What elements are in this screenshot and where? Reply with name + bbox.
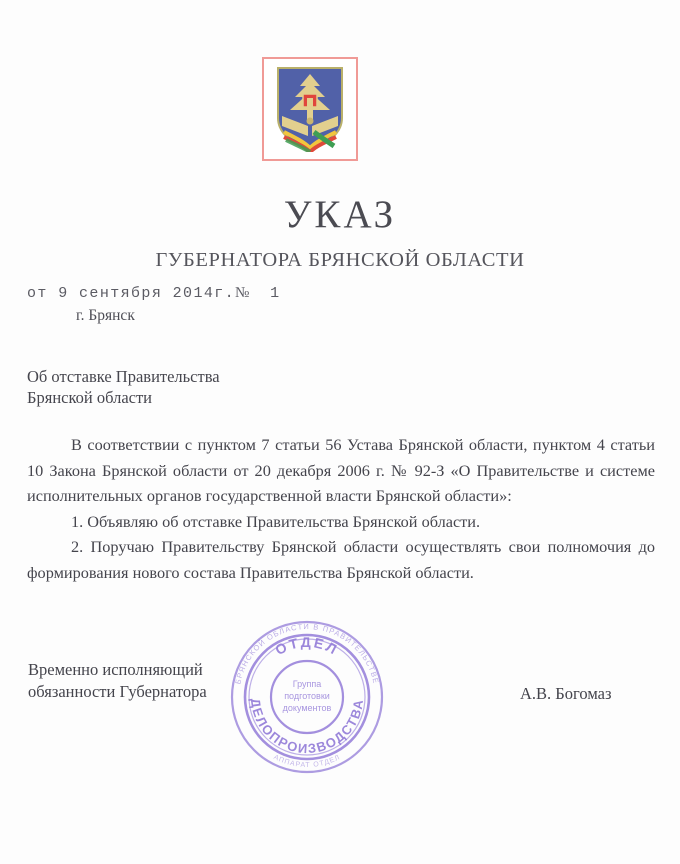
official-stamp (227, 617, 387, 777)
subject-block (27, 366, 220, 408)
date-number-line (27, 285, 281, 302)
coat-of-arms-icon (274, 66, 346, 152)
date-value: 9 сентября 2014г. (58, 285, 236, 302)
stamp-center-line-2: подготовки (284, 691, 330, 701)
signature-title (28, 659, 207, 703)
date-prefix: от (27, 285, 48, 302)
stamp-ring-text-bottom: ДЕЛОПРОИЗВОДСТВА (247, 697, 367, 757)
stamp-ring-text-top: ОТДЕЛ (272, 633, 342, 659)
number-sign: № (235, 285, 250, 301)
body-item-1: 1. Объявляю об отставке Правительства Брянской области. (71, 511, 481, 531)
emblem-border-box (262, 57, 358, 161)
signature-title-line-1: Временно исполняющий (28, 660, 203, 679)
decree-number: 1 (270, 285, 281, 302)
subject-line-1: Об отставке Правительства (27, 367, 220, 386)
body-block (27, 432, 655, 585)
stamp-center-line-1: Группа (292, 679, 322, 689)
city-line: г. Брянск (76, 307, 135, 324)
svg-text:ДЕЛОПРОИЗВОДСТВА (248, 697, 366, 756)
body-preamble: В соответствии с пунктом 7 статьи 56 Устава Брянской области, пунктом 4 статьи 10 Закона Брянской области от 20 декабря 2006 г. № 92-З «О Правительстве и системе исполнительных органов государственной власти Брянской области»: (27, 435, 655, 505)
signatory-name: А.В. Богомаз (520, 684, 612, 703)
subject-line-2: Брянской области (27, 388, 153, 407)
body-item-2: 2. Поручаю Правительству Брянской области осуществлять свои полномочия до формирования нового состава Правительства Брянской области. (27, 537, 655, 582)
document-subtitle: ГУБЕРНАТОРА БРЯНСКОЙ ОБЛАСТИ (155, 249, 525, 271)
document-title: УКАЗ (283, 193, 397, 236)
svg-text:ОТДЕЛ (273, 634, 342, 658)
stamp-outer-ring-text: БРЯНСКОЙ ОБЛАСТИ В ПРАВИТЕЛЬСТВЕ (233, 622, 381, 686)
stamp-center-line-3: документов (282, 703, 332, 713)
stamp-outer-ring-bottom-text: АППАРАТ ОТДЕЛ (272, 753, 342, 770)
svg-text:АППАРАТ ОТДЕЛ (272, 754, 341, 769)
signature-title-line-2: обязанности Губернатора (28, 682, 207, 701)
svg-text:БРЯНСКОЙ ОБЛАСТИ В ПРАВИТЕЛЬСТ (233, 622, 380, 685)
